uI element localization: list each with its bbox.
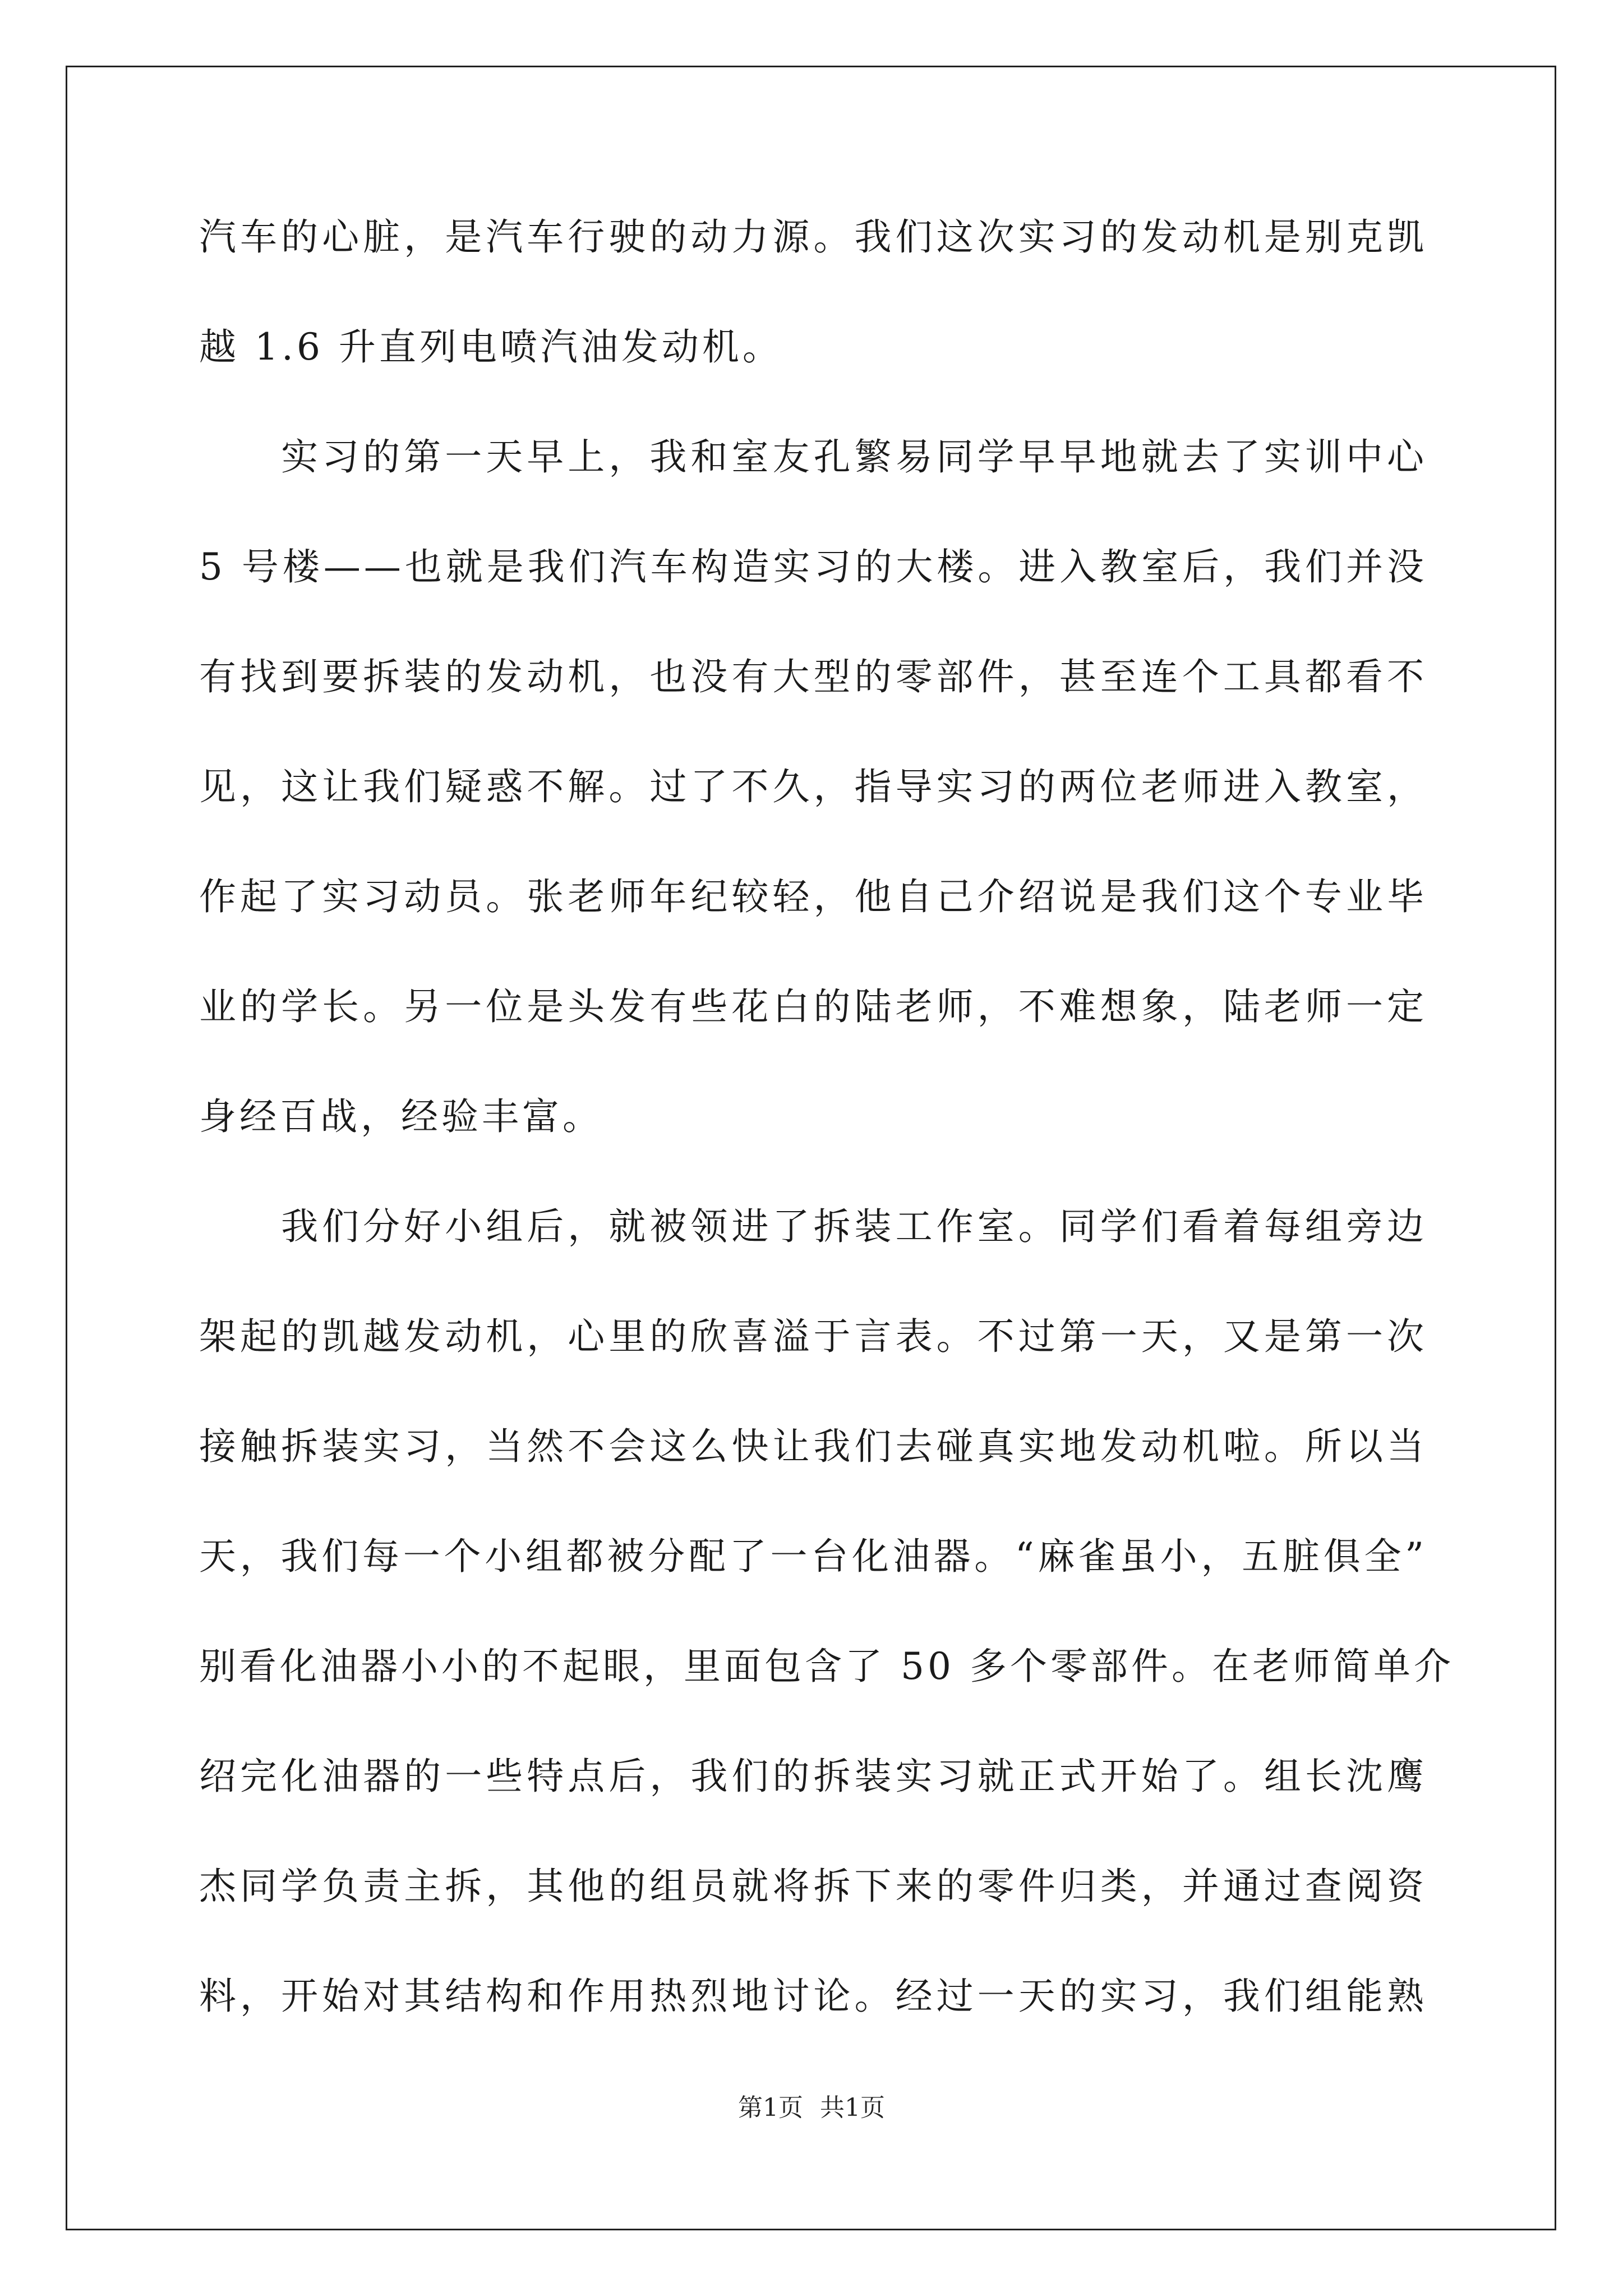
text-line: 有找到要拆装的发动机，也没有大型的零部件，甚至连个工具都看不: [199, 655, 1427, 698]
text-line: 料，开始对其结构和作用热烈地讨论。经过一天的实习，我们组能熟: [199, 1975, 1427, 2018]
text-line: 绍完化油器的一些特点后，我们的拆装实习就正式开始了。组长沈鹰: [199, 1755, 1427, 1798]
text-line: 越 1.6 升直列电喷汽油发动机。: [199, 325, 783, 369]
text-line: 架起的凯越发动机，心里的欣喜溢于言表。不过第一天，又是第一次: [199, 1315, 1427, 1358]
text-line: 杰同学负责主拆，其他的组员就将拆下来的零件归类，并通过查阅资: [199, 1865, 1427, 1908]
page-total: 共1页: [820, 2093, 885, 2122]
document-body: [199, 215, 1454, 2088]
text-line: 身经百战，经验丰富。: [199, 1095, 603, 1138]
text-line: 业的学长。另一位是头发有些花白的陆老师，不难想象，陆老师一定: [199, 985, 1427, 1028]
page-number: 第1页: [738, 2093, 803, 2122]
text-line: 见，这让我们疑惑不解。过了不久，指导实习的两位老师进入教室，: [199, 765, 1427, 808]
page-footer: [0, 2093, 1623, 2122]
text-line: 作起了实习动员。张老师年纪较轻，他自己介绍说是我们这个专业毕: [199, 875, 1427, 918]
text-line: 接触拆装实习，当然不会这么快让我们去碰真实地发动机啦。所以当: [199, 1425, 1427, 1468]
text-line: 天，我们每一个小组都被分配了一台化油器。“麻雀虽小，五脏俱全”: [199, 1535, 1427, 1578]
text-line: 汽车的心脏，是汽车行驶的动力源。我们这次实习的发动机是别克凯: [199, 215, 1427, 259]
text-line: 实习的第一天早上，我和室友孔繁易同学早早地就去了实训中心: [199, 435, 1427, 478]
text-line: 别看化油器小小的不起眼，里面包含了 50 多个零部件。在老师简单介: [199, 1645, 1454, 1688]
text-line: 5 号楼——也就是我们汽车构造实习的大楼。进入教室后，我们并没: [199, 545, 1427, 588]
text-line: 我们分好小组后，就被领进了拆装工作室。同学们看着每组旁边: [199, 1205, 1427, 1248]
